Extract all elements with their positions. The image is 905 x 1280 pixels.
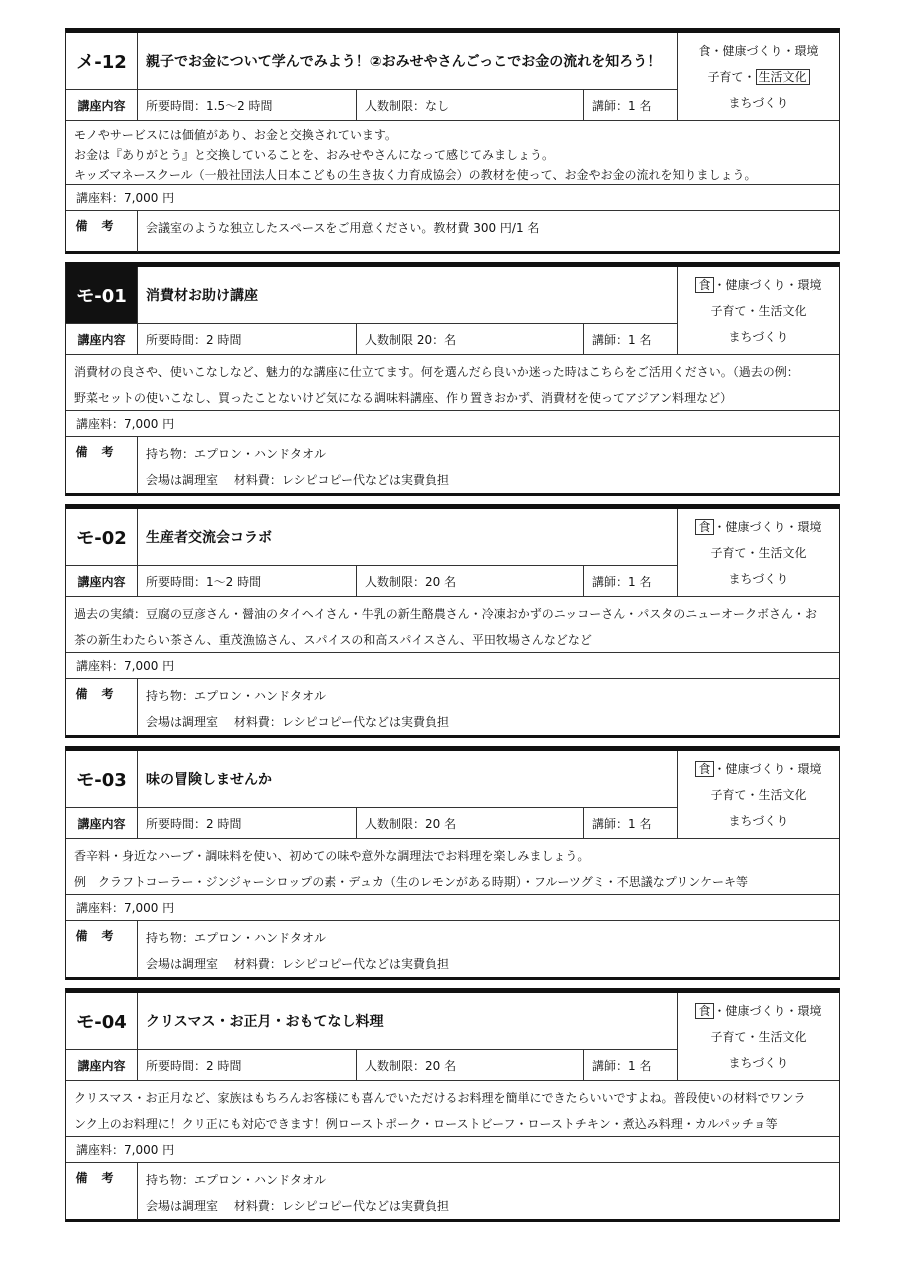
card-header-left: [66, 267, 677, 354]
course-code: モ-01: [66, 267, 138, 323]
category-health: ・健康づくり・環境: [713, 1003, 822, 1018]
category-box: [677, 509, 839, 596]
title-row: [66, 751, 677, 807]
note-line: 会場は調理室 材料費：レシピコピー代などは実費負担: [146, 957, 450, 971]
notes-body: [138, 437, 839, 494]
capacity: 人数制限：20 名: [357, 566, 584, 596]
course-card-mo01: [65, 262, 840, 496]
duration: 所要時間：2 時間: [138, 324, 357, 354]
description: [66, 596, 839, 652]
description: [66, 838, 839, 894]
description-line: 茶の新生わたらい茶さん、重茂漁協さん、スパイスの和高スパイスさん、平田牧場さんなどなど: [74, 633, 592, 647]
fee: 講座料：7,000 円: [66, 410, 839, 436]
content-label: 講座内容: [66, 808, 138, 838]
course-code: メ-12: [66, 33, 138, 89]
description: [66, 1080, 839, 1136]
notes-row: [66, 678, 839, 736]
description-line: ンク上のお料理に！クリ正にも対応できます！例ローストポーク・ローストビーフ・ローストチキン・煮込み料理・カルパッチョ等: [74, 1117, 778, 1131]
description-line: 例 クラフトコーラー・ジンジャーシロップの素・デュカ（生のレモンがある時期）・フルーツグミ・不思議なプリンケーキ等: [74, 875, 749, 889]
card-header-left: [66, 33, 677, 120]
card-header-left: [66, 751, 677, 838]
category-line-2: 子育て・生活文化: [710, 787, 807, 802]
fee: 講座料：7,000 円: [66, 652, 839, 678]
notes-row: [66, 920, 839, 978]
category-line-2: 子育て・生活文化: [710, 303, 807, 318]
description-line: クリスマス・お正月など、家族はもちろんお客様にも喜んでいただけるお料理を簡単にできたらいいですよね。普段使いの材料でワンラ: [74, 1091, 806, 1105]
category-line-1: [678, 760, 839, 777]
course-card-mo04: [65, 988, 840, 1222]
notes-body: [138, 1163, 839, 1220]
category-box: [677, 267, 839, 354]
course-title: 生産者交流会コラボ: [146, 530, 272, 546]
course-code: モ-02: [66, 509, 138, 565]
instructor-count: 講師：1 名: [592, 816, 652, 831]
category-line-3: まちづくり: [728, 96, 789, 111]
course-title: 味の冒険しませんか: [146, 772, 272, 788]
category-lifestyle-selected: 生活文化: [756, 69, 810, 85]
notes-body: [138, 679, 839, 736]
notes-body: [138, 211, 839, 252]
fee: 講座料：7,000 円: [66, 184, 839, 210]
course-card-mo02: [65, 504, 840, 738]
category-line-3: まちづくり: [728, 814, 789, 829]
capacity: 人数制限 20：名: [357, 324, 584, 354]
category-line-2: 子育て・生活文化: [710, 545, 807, 560]
note-line: 持ち物：エプロン・ハンドタオル: [146, 1173, 327, 1187]
notes-label: 備考: [66, 1163, 138, 1220]
card-header: [66, 267, 839, 354]
notes-row: [66, 1162, 839, 1220]
duration: 所要時間：2 時間: [138, 1050, 357, 1080]
card-header: [66, 509, 839, 596]
instructor-count: 講師：1 名: [592, 1058, 652, 1073]
description-line: モノやサービスには価値があり、お金と交換されています。: [74, 128, 397, 142]
course-title: クリスマス・お正月・おもてなし料理: [146, 1014, 384, 1030]
capacity: 人数制限：20 名: [357, 1050, 584, 1080]
card-header: [66, 993, 839, 1080]
notes-row: [66, 210, 839, 252]
category-health: ・健康づくり・環境: [713, 277, 822, 292]
course-card-mo03: [65, 746, 840, 980]
title-row: [66, 267, 677, 323]
category-line-3: まちづくり: [728, 330, 789, 345]
category-food-selected: 食: [695, 519, 713, 535]
note-line: 持ち物：エプロン・ハンドタオル: [146, 447, 327, 461]
category-health: ・健康づくり・環境: [713, 519, 822, 534]
title-row: [66, 993, 677, 1049]
info-row: [66, 323, 677, 354]
notes-label: 備考: [66, 679, 138, 736]
duration: 所要時間：1.5〜2 時間: [138, 90, 357, 120]
content-label: 講座内容: [66, 566, 138, 596]
category-line-3: まちづくり: [728, 572, 789, 587]
card-header-left: [66, 993, 677, 1080]
notes-label: 備考: [66, 211, 138, 252]
capacity: 人数制限：なし: [357, 90, 584, 120]
info-row: [66, 565, 677, 596]
category-line-3: まちづくり: [728, 1056, 789, 1071]
description-line: お金は『ありがとう』と交換していることを、おみせやさんになって感じてみましょう。: [74, 148, 555, 162]
course-code: モ-04: [66, 993, 138, 1049]
category-line-2: 子育て・生活文化: [710, 1029, 807, 1044]
note-line: 会場は調理室 材料費：レシピコピー代などは実費負担: [146, 473, 450, 487]
category-line-2: [678, 68, 839, 85]
notes-body: [138, 921, 839, 978]
note-line: 会場は調理室 材料費：レシピコピー代などは実費負担: [146, 715, 450, 729]
notes-row: [66, 436, 839, 494]
instructor-count: 講師：1 名: [592, 98, 652, 113]
category-childcare: 子育て・: [707, 69, 756, 84]
notes-label: 備考: [66, 437, 138, 494]
description: [66, 354, 839, 410]
fee: 講座料：7,000 円: [66, 1136, 839, 1162]
instructor-count: 講師：1 名: [592, 574, 652, 589]
category-food-selected: 食: [695, 761, 713, 777]
duration: 所要時間：2 時間: [138, 808, 357, 838]
course-title: 消費材お助け講座: [146, 288, 258, 304]
title-row: [66, 509, 677, 565]
note-line: 持ち物：エプロン・ハンドタオル: [146, 689, 327, 703]
info-row: [66, 807, 677, 838]
description-line: 香辛料・身近なハーブ・調味料を使い、初めての味や意外な調理法でお料理を楽しみましょう。: [74, 849, 590, 863]
category-health: ・健康づくり・環境: [713, 761, 822, 776]
category-line-1: [678, 1002, 839, 1019]
content-label: 講座内容: [66, 324, 138, 354]
note-line: 持ち物：エプロン・ハンドタオル: [146, 931, 327, 945]
info-row: [66, 89, 677, 120]
course-card-me12: [65, 28, 840, 254]
description-line: 消費材の良さや、使いこなしなど、魅力的な講座に仕立てます。何を選んだら良いか迷った時はこちらをご活用ください。（過去の例：: [74, 365, 799, 379]
course-code: モ-03: [66, 751, 138, 807]
instructor-count: 講師：1 名: [592, 332, 652, 347]
note-line: 会場は調理室 材料費：レシピコピー代などは実費負担: [146, 1199, 450, 1213]
duration: 所要時間：1〜2 時間: [138, 566, 357, 596]
note-line: 会議室のような独立したスペースをご用意ください。教材費 300 円/1 名: [146, 221, 540, 235]
description-line: キッズマネースクール（一般社団法人日本こどもの生き抜く力育成協会）の教材を使って、お金やお金の流れを知りましょう。: [74, 168, 757, 182]
category-food-selected: 食: [695, 1003, 713, 1019]
category-line-1: 食・健康づくり・環境: [698, 43, 819, 58]
category-line-1: [678, 518, 839, 535]
category-box: [677, 751, 839, 838]
description: [66, 120, 839, 184]
card-header: [66, 33, 839, 120]
category-box: [677, 993, 839, 1080]
title-row: [66, 33, 677, 89]
description-line: 野菜セットの使いこなし、買ったことないけど気になる調味料講座、作り置きおかず、消費材を使ってアジアン料理など）: [74, 391, 733, 405]
category-food-selected: 食: [695, 277, 713, 293]
notes-label: 備考: [66, 921, 138, 978]
course-title: 親子でお金について学んでみよう！②おみせやさんごっこでお金の流れを知ろう！: [146, 54, 662, 70]
capacity: 人数制限：20 名: [357, 808, 584, 838]
category-box: [677, 33, 839, 120]
info-row: [66, 1049, 677, 1080]
card-header: [66, 751, 839, 838]
category-line-1: [678, 276, 839, 293]
content-label: 講座内容: [66, 90, 138, 120]
description-line: 過去の実績：豆腐の豆彦さん・醤油のタイヘイさん・牛乳の新生酪農さん・冷凍おかずのニッコーさん・パスタのニューオークボさん・お: [74, 607, 818, 621]
fee: 講座料：7,000 円: [66, 894, 839, 920]
content-label: 講座内容: [66, 1050, 138, 1080]
card-header-left: [66, 509, 677, 596]
